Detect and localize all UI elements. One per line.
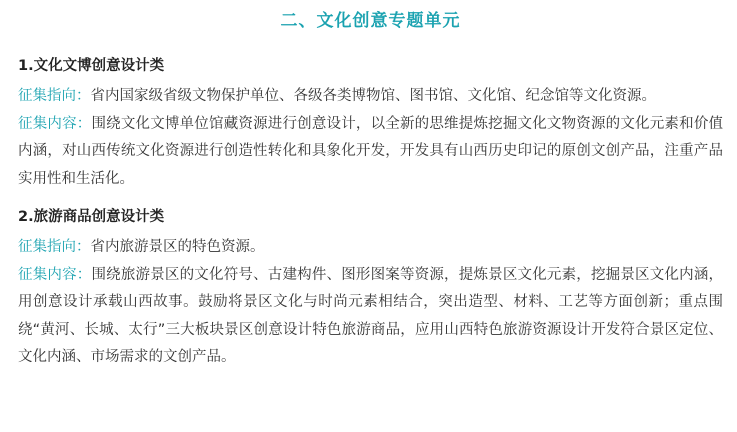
collection-direction-label: 征集指向： — [18, 239, 91, 255]
category-cultural-relics — [18, 56, 723, 193]
collection-content — [18, 262, 723, 372]
category-tourism-goods — [18, 207, 723, 372]
collection-direction-label: 征集指向： — [18, 88, 91, 104]
collection-content-text: 围绕旅游景区的文化符号、古建构件、图形图案等资源，提炼景区文化元素，挖掘景区文化内涵，用创意设计承载山西故事。鼓励将景区文化与时尚元素相结合，突出造型、材料、工艺等方面创新；重点围绕“黄河、长城、太行”三大板块景区创意设计特色旅游商品，应用山西特色旅游资源设计开发符合景区定位、文化内涵、市场需求的文创产品。 — [18, 266, 724, 365]
collection-content — [18, 111, 723, 194]
category-heading: 1.文化文博创意设计类 — [18, 58, 165, 74]
collection-direction — [18, 234, 723, 262]
collection-direction — [18, 83, 723, 111]
section-title: 二、文化创意专题单元 — [280, 11, 461, 31]
category-heading: 2.旅游商品创意设计类 — [18, 209, 165, 225]
collection-content-label: 征集内容： — [18, 115, 92, 132]
collection-direction-text: 省内旅游景区的特色资源。 — [90, 239, 265, 255]
collection-direction-text: 省内国家级省级文物保护单位、各级各类博物馆、图书馆、文化馆、纪念馆等文化资源。 — [90, 88, 656, 104]
collection-content-label: 征集内容： — [18, 266, 92, 283]
collection-content-text: 围绕文化文博单位馆藏资源进行创意设计，以全新的思维提炼挖掘文化文物资源的文化元素和价值内涵，对山西传统文化资源进行创造性转化和具象化开发，开发具有山西历史印记的原创文创产品，注重产品实用性和生活化。 — [18, 115, 724, 187]
